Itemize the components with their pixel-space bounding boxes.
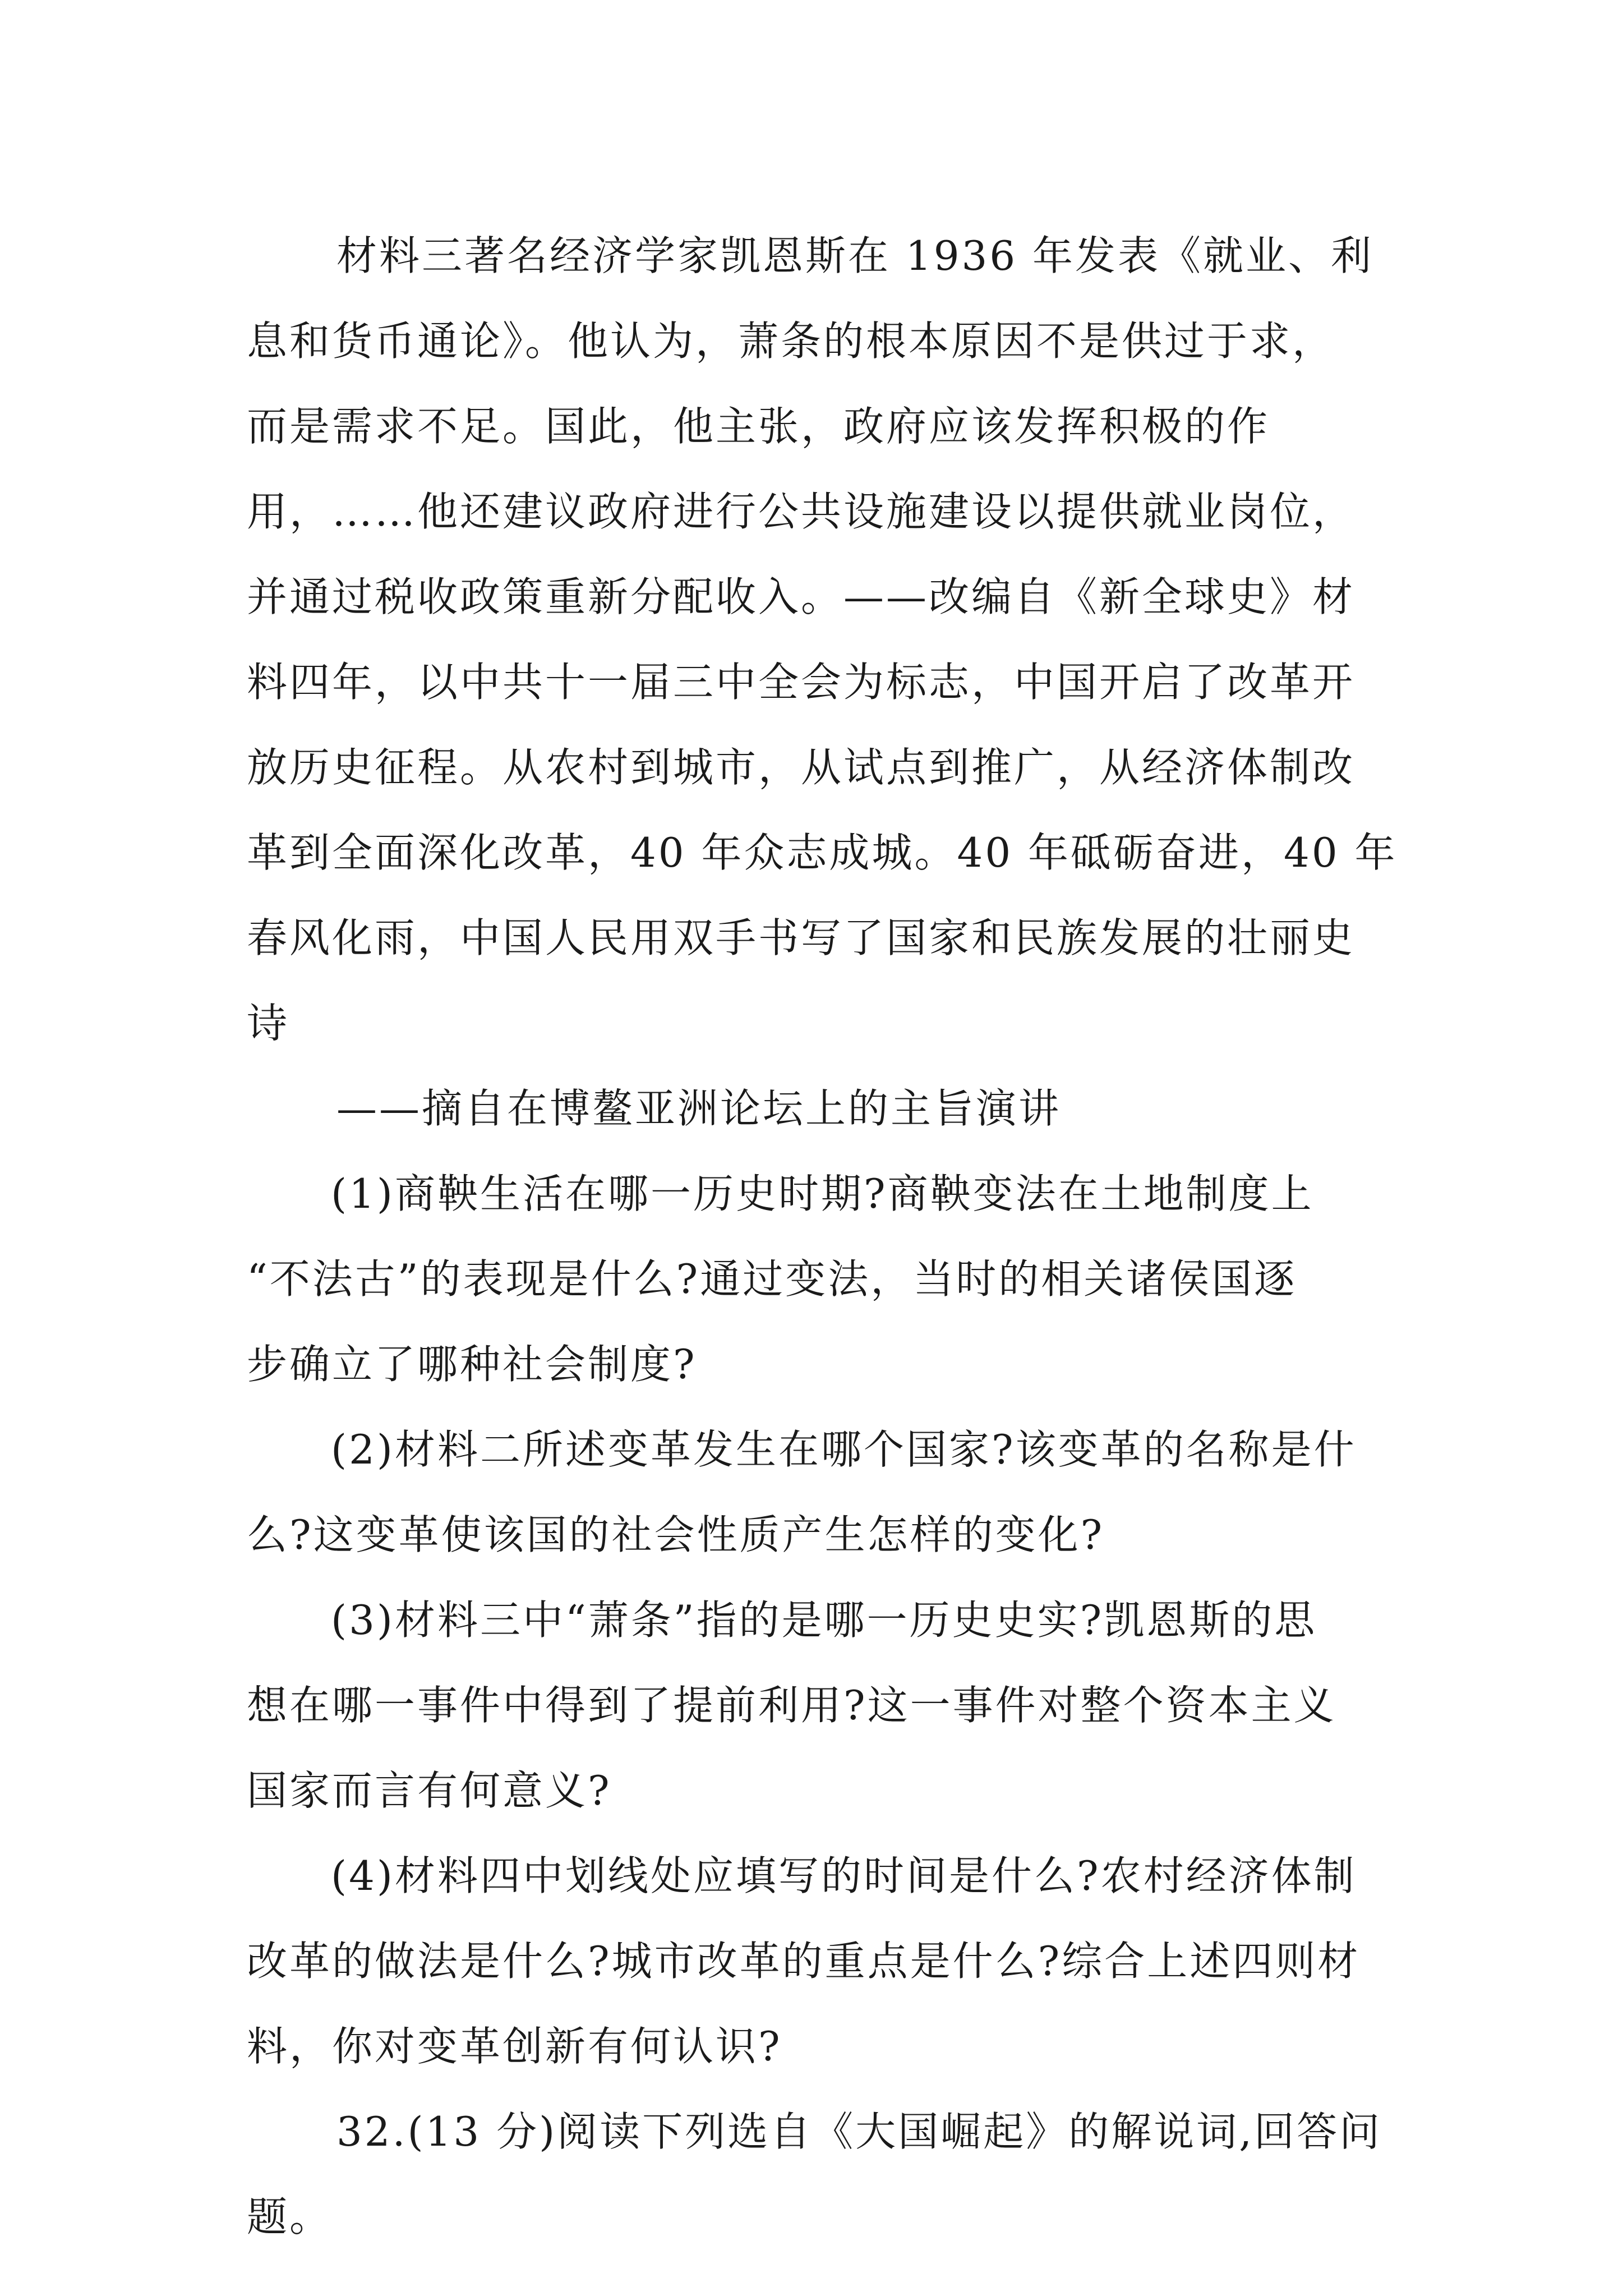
question-1-line: 步确立了哪种社会制度?	[247, 1341, 697, 1388]
question-32-line: 题。	[247, 2193, 333, 2240]
question-2-line: (2)材料二所述变革发生在哪个国家?该变革的名称是什	[331, 1426, 1357, 1473]
text-line: 息和货币通论》。他认为，萧条的根本原因不是供过于求，	[247, 318, 1335, 365]
question-3-line: (3)材料三中“萧条”指的是哪一历史史实?凯恩斯的思	[331, 1596, 1317, 1644]
document-body	[247, 213, 1398, 2260]
text-line: 春风化雨，中国人民用双手书写了国家和民族发展的壮丽史	[247, 914, 1355, 961]
question-3-line: 国家而言有何意义?	[247, 1767, 612, 1814]
source-attribution: ——摘自在博鳌亚洲论坛上的主旨演讲	[336, 1085, 1062, 1132]
question-4-line: (4)材料四中划线处应填写的时间是什么?农村经济体制	[331, 1852, 1357, 1899]
question-1-line: “不法古”的表现是什么?通过变法，当时的相关诸侯国逐	[247, 1255, 1297, 1303]
question-32-line: 32.(13 分)阅读下列选自《大国崛起》的解说词,回答问	[336, 2108, 1382, 2155]
question-1-line: (1)商鞅生活在哪一历史时期?商鞅变法在土地制度上	[331, 1170, 1314, 1217]
question-4-line: 改革的做法是什么?城市改革的重点是什么?综合上述四则材	[247, 1938, 1361, 1985]
text-line: 料四年，以中共十一届三中全会为标志，中国开启了改革开	[247, 659, 1355, 706]
text-line: 诗	[247, 1000, 290, 1047]
text-line: 放历史征程。从农村到城市，从试点到推广，从经济体制改	[247, 744, 1355, 791]
text-line: 革到全面深化改革，40 年众志成城。40 年砥砺奋进，40 年	[247, 829, 1398, 876]
text-line: 材料三著名经济学家凯恩斯在 1936 年发表《就业、利	[336, 232, 1374, 279]
question-4-line: 料，你对变革创新有何认识?	[247, 2023, 782, 2070]
question-2-line: 么?这变革使该国的社会性质产生怎样的变化?	[247, 1511, 1105, 1558]
text-line: 而是需求不足。国此，他主张，政府应该发挥积极的作	[247, 403, 1270, 450]
text-line: 并通过税收政策重新分配收入。——改编自《新全球史》材	[247, 573, 1355, 620]
question-3-line: 想在哪一事件中得到了提前利用?这一事件对整个资本主义	[247, 1682, 1336, 1729]
text-line: 用，……他还建议政府进行公共设施建设以提供就业岗位，	[247, 488, 1355, 535]
